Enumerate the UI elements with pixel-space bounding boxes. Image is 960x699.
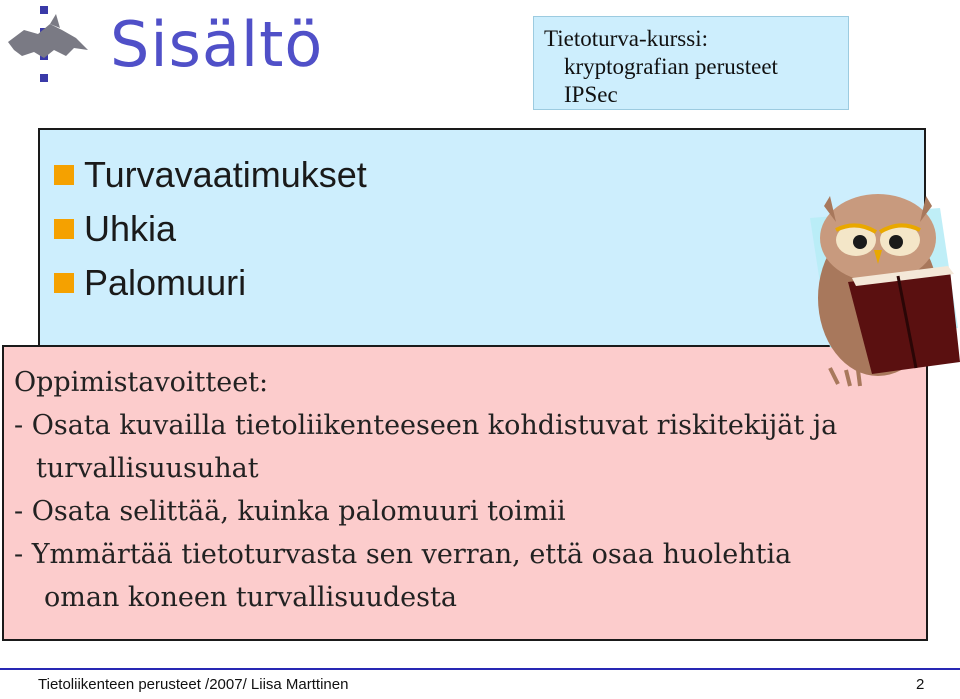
topics-list bbox=[54, 148, 367, 310]
footer-text: Tietoliikenteen perusteet /2007/ Liisa Marttinen bbox=[38, 676, 349, 693]
page-title: Sisältö bbox=[110, 8, 324, 81]
goal-line: turvallisuusuhat bbox=[36, 453, 259, 484]
topic-item bbox=[54, 202, 367, 256]
square-bullet-icon bbox=[54, 219, 74, 239]
square-bullet-icon bbox=[54, 273, 74, 293]
footer-rule bbox=[0, 668, 960, 670]
course-topic: IPSec bbox=[564, 82, 618, 107]
goals-heading: Oppimistavoitteet: bbox=[14, 367, 269, 398]
page-number: 2 bbox=[916, 676, 925, 693]
course-name: Tietoturva-kurssi: bbox=[544, 26, 708, 51]
topic-item bbox=[54, 148, 367, 202]
university-logo-icon bbox=[4, 4, 94, 84]
square-bullet-icon bbox=[54, 165, 74, 185]
course-subtitle: kryptografian perusteet bbox=[564, 54, 778, 79]
goal-line: - Osata selittää, kuinka palomuuri toimii bbox=[14, 496, 566, 527]
goal-line: - Osata kuvailla tietoliikenteeseen kohdistuvat riskitekijät ja bbox=[14, 410, 838, 441]
topic-label: Turvavaatimukset bbox=[84, 154, 367, 195]
topic-label: Palomuuri bbox=[84, 262, 247, 303]
goal-line: - Ymmärtää tietoturvasta sen verran, että osaa huolehtia bbox=[14, 539, 792, 570]
topic-label: Uhkia bbox=[84, 208, 177, 249]
owl-reading-book-icon bbox=[790, 178, 960, 388]
goal-line: oman koneen turvallisuudesta bbox=[44, 582, 457, 613]
course-info-box bbox=[533, 16, 849, 110]
learning-goals-panel bbox=[2, 345, 928, 641]
topic-item bbox=[54, 256, 367, 310]
